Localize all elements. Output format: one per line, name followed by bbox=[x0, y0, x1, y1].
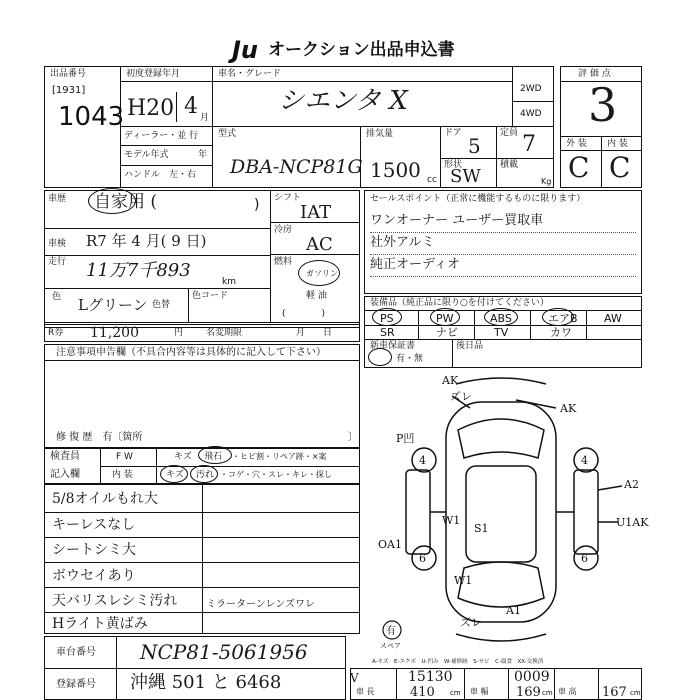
check-interior: 内 装 bbox=[112, 470, 133, 480]
mark-w1-rear: W1 bbox=[454, 574, 473, 587]
sales-point-2: 社外アルミ bbox=[370, 235, 435, 250]
recycle-value: 11,200 bbox=[90, 325, 139, 341]
shift-label: シフト bbox=[274, 193, 302, 203]
reg-num-label: 登録番号 bbox=[56, 679, 96, 690]
right-side bbox=[574, 470, 598, 554]
equip-tv: TV bbox=[494, 326, 509, 339]
handle-label: ハンドル 左・右 bbox=[124, 170, 197, 180]
name-label: 車名・グレード bbox=[218, 69, 282, 79]
mark-s1: S1 bbox=[474, 522, 489, 535]
length-cm: cm bbox=[450, 689, 461, 697]
history-label: 車歴 bbox=[48, 194, 67, 204]
ext-label: 外 装 bbox=[566, 139, 587, 149]
length-label: 車 長 bbox=[356, 687, 375, 696]
remark-4: ボウセイあり bbox=[52, 568, 136, 584]
month-unit: 月 bbox=[200, 113, 210, 123]
repair-close: 〕 bbox=[348, 432, 358, 443]
doors-label: ドア bbox=[444, 128, 462, 138]
remark-5: 天バリスレシミ汚れ bbox=[52, 593, 178, 609]
score-label: 評 価 点 bbox=[578, 69, 611, 79]
mark-zure-top: ズレ bbox=[450, 390, 472, 403]
car-roof bbox=[466, 466, 536, 562]
pw-circle bbox=[430, 308, 460, 326]
km-unit: km bbox=[222, 277, 236, 287]
history-close: ) bbox=[254, 197, 260, 213]
check-kizu2: キズ bbox=[166, 470, 184, 480]
lot-number: 1043 bbox=[58, 102, 125, 132]
repair-label: 修 復 歴 有〔箇所 bbox=[56, 432, 143, 443]
yen: 円 bbox=[174, 328, 184, 338]
mark-a2: A2 bbox=[624, 478, 639, 491]
form-title: オークション出品申込書 bbox=[268, 40, 455, 60]
mark-zure-rear: ズレ bbox=[460, 616, 482, 629]
equip-navi: ナビ bbox=[436, 326, 458, 339]
equip-label: 装備品（純正品に限り○を付けてください） bbox=[370, 298, 549, 308]
load-label: 積載 bbox=[500, 160, 519, 170]
remark-3: シートシミ大 bbox=[52, 542, 136, 558]
plate-value: 沖縄 501 と 6468 bbox=[130, 672, 282, 693]
chassis-label: 車台番号 bbox=[56, 647, 96, 658]
equip-ps: PS bbox=[380, 312, 394, 325]
check-yogore: 汚れ bbox=[196, 470, 215, 480]
warranty-circle bbox=[368, 348, 392, 366]
fuel-circle bbox=[298, 260, 340, 286]
score-value: 3 bbox=[588, 78, 618, 132]
check-label-2: 記入欄 bbox=[50, 469, 80, 480]
equip-sr: SR bbox=[380, 326, 395, 339]
check-label-1: 検査員 bbox=[50, 451, 80, 462]
equip-pw: PW bbox=[436, 312, 454, 325]
car-diagram bbox=[366, 372, 649, 652]
ac-value: AC bbox=[306, 234, 333, 255]
check-tobiishi: 飛石 bbox=[204, 452, 223, 462]
warranty-label: 新車保証書 bbox=[370, 341, 416, 351]
equip-aw: AW bbox=[604, 312, 622, 325]
mileage-value: 11万7千893 bbox=[86, 260, 191, 281]
type-label: 型式 bbox=[218, 129, 237, 139]
color-change-label: 色替 bbox=[152, 300, 171, 310]
abs-circle bbox=[484, 308, 518, 326]
sub2: 0009 bbox=[514, 669, 550, 685]
drive-2wd: 2WD bbox=[520, 84, 542, 94]
inspection-value: R7 年 4 月( 9 日) bbox=[86, 232, 207, 250]
front-bumper bbox=[456, 378, 546, 384]
shape-label: 形状 bbox=[444, 160, 463, 170]
disp-label: 排気量 bbox=[366, 129, 394, 139]
model-code: DBA-NCP81G bbox=[230, 156, 363, 178]
transfer-label: 名変期限 bbox=[206, 328, 243, 338]
reg-label: 初度登録年月 bbox=[126, 69, 181, 79]
lot-label: 出品番号 bbox=[50, 69, 87, 79]
fuel-gas: ガソリン bbox=[306, 269, 338, 278]
dealer-label: ディーラー・並 行 bbox=[124, 131, 199, 141]
kg-unit: Kg bbox=[541, 177, 552, 186]
post-label: 後日品 bbox=[456, 341, 484, 351]
color-code-label: 色コード bbox=[192, 291, 229, 301]
height-label: 車 高 bbox=[558, 687, 577, 696]
shape: SW bbox=[450, 166, 481, 187]
reg-era: H20 bbox=[127, 96, 175, 121]
check-kizu: キズ bbox=[174, 452, 192, 462]
history-value: 自家用 ( bbox=[94, 192, 158, 212]
recycle-row bbox=[44, 324, 360, 342]
remark-2: キーレスなし bbox=[52, 517, 136, 533]
remark-1: 5/8オイルもれ大 bbox=[52, 491, 158, 507]
car-body bbox=[446, 402, 556, 622]
color-value: Lグリーン bbox=[78, 296, 148, 314]
mark-ak-right: AK bbox=[560, 402, 577, 415]
length-value: 410 bbox=[410, 685, 435, 700]
mark-w1-left: W1 bbox=[442, 514, 461, 527]
capacity: 7 bbox=[522, 132, 536, 157]
height-cm: cm bbox=[630, 689, 641, 697]
transfer-unit: 月 日 bbox=[296, 328, 333, 338]
mileage-label: 走行 bbox=[48, 257, 67, 267]
car-name: シエンタ X bbox=[278, 86, 408, 116]
width-value: 169 bbox=[516, 685, 541, 700]
model-year-label: モデル年式 bbox=[124, 150, 169, 160]
lot-sub: [1931] bbox=[52, 85, 86, 96]
mark-p: P凹 bbox=[396, 432, 415, 445]
int-grade: C bbox=[609, 151, 631, 184]
year-unit: 年 bbox=[198, 150, 208, 160]
warranty-value: 有・無 bbox=[396, 354, 424, 364]
mark-wheel-rl: 6 bbox=[419, 552, 426, 565]
rear-bumper bbox=[456, 634, 546, 641]
shift-value: IAT bbox=[300, 202, 332, 223]
ac-label: 冷房 bbox=[274, 225, 293, 235]
yogore-circle bbox=[190, 465, 218, 483]
mark-wheel-fr: 4 bbox=[581, 454, 588, 467]
mark-wheel-rr: 6 bbox=[581, 552, 588, 565]
mark-a1: A1 bbox=[506, 604, 521, 617]
history-circle bbox=[88, 188, 136, 214]
check-hibi: ・ヒビ割・リペア跡・×案 bbox=[232, 452, 327, 461]
inspection-label: 車検 bbox=[48, 239, 67, 249]
plate-check: V bbox=[350, 671, 359, 685]
sales-point-3: 純正オーディオ bbox=[370, 257, 460, 272]
kizu2-circle bbox=[160, 465, 188, 483]
spare-mark: 有 bbox=[386, 626, 396, 637]
tobiishi-circle bbox=[198, 446, 232, 464]
spare-label: スペア bbox=[380, 642, 401, 650]
cc-unit: cc bbox=[427, 175, 437, 185]
equip-leather: カワ bbox=[550, 326, 572, 339]
car-hood bbox=[458, 419, 544, 458]
left-side bbox=[406, 470, 430, 554]
mark-u1ak: U1AK bbox=[616, 516, 649, 529]
logo: Ju bbox=[232, 36, 259, 64]
displacement: 1500 bbox=[370, 158, 421, 182]
reg-month: 4 bbox=[184, 94, 198, 119]
int-label: 内 装 bbox=[607, 139, 628, 149]
mark-wheel-fl: 4 bbox=[419, 454, 426, 467]
remark-right: ミラーターンレンズワレ bbox=[206, 599, 315, 610]
fuel-label: 燃料 bbox=[274, 257, 293, 267]
fuel-diesel: 軽 油 bbox=[306, 291, 327, 301]
mark-oa1: OA1 bbox=[378, 538, 402, 551]
mark-ak-top: AK bbox=[442, 374, 459, 387]
doors: 5 bbox=[468, 134, 481, 158]
ps-circle bbox=[372, 308, 402, 326]
ext-grade: C bbox=[568, 151, 590, 184]
equip-abs: ABS bbox=[490, 312, 512, 325]
notes-label: 注意事項申告欄（不具合内容等は具体的に記入して下さい） bbox=[56, 347, 326, 358]
recycle-label: R券 bbox=[48, 328, 64, 338]
chassis-value: NCP81-5061956 bbox=[140, 640, 308, 664]
remark-6: Hライト黄ばみ bbox=[52, 616, 148, 632]
legend: A-キズ E-エクボ U-凹み W-補修跡 S-サビ C-腐食 XX-交換済 bbox=[372, 659, 544, 665]
sales-label: セールスポイント（正常に機能するものに限ります） bbox=[370, 194, 586, 204]
width-cm: cm bbox=[542, 689, 553, 697]
color-label: 色 bbox=[52, 292, 62, 302]
check-others: ・コゲ・穴・スレ・キレ・探し bbox=[220, 470, 332, 479]
check-fw: F W bbox=[116, 452, 133, 462]
height-value: 167 bbox=[602, 685, 627, 700]
sub1: 15130 bbox=[408, 669, 453, 685]
sales-point-1: ワンオーナー ユーザー買取車 bbox=[370, 213, 544, 228]
width-label: 車 幅 bbox=[470, 687, 489, 696]
drive-4wd: 4WD bbox=[520, 109, 542, 119]
capacity-label: 定員 bbox=[500, 128, 519, 138]
airbag-circle bbox=[542, 308, 574, 326]
fuel-paren: ( ) bbox=[282, 309, 326, 319]
equip-airbag: エアB bbox=[548, 312, 578, 325]
